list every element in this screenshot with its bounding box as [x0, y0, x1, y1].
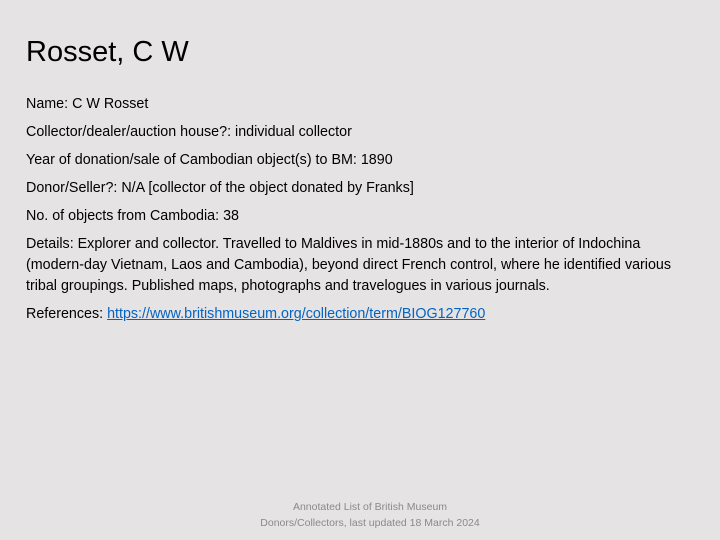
references-label: References:: [26, 306, 108, 322]
name-field: Name: C W Rosset: [26, 96, 149, 112]
page-title: Rosset, C W: [26, 36, 189, 68]
footer-line-2: Donors/Collectors, last updated 18 March 2024: [260, 517, 480, 529]
references-link[interactable]: https://www.britishmuseum.org/collection/term/BIOG127760: [107, 306, 486, 322]
year-field: Year of donation/sale of Cambodian object(s) to BM: 1890: [26, 152, 393, 168]
footer: [0, 499, 720, 531]
footer-line-1: Annotated List of British Museum: [292, 501, 448, 513]
references-field: [26, 304, 686, 325]
num-objects-field: No. of objects from Cambodia: 38: [26, 208, 239, 224]
collector-type-field: Collector/dealer/auction house?: individual collector: [26, 124, 352, 140]
details-field: Details: Explorer and collector. Travelled to Maldives in mid-1880s and to the interior of Indochina (modern-day Vietnam, Laos and Cambodia), beyond direct French control, where he identified various tribal groupings. Published maps, photographs and travelogues in various journals.: [26, 236, 672, 294]
donor-field: Donor/Seller?: N/A [collector of the object donated by Franks]: [26, 180, 414, 196]
collector-details: [26, 94, 686, 332]
